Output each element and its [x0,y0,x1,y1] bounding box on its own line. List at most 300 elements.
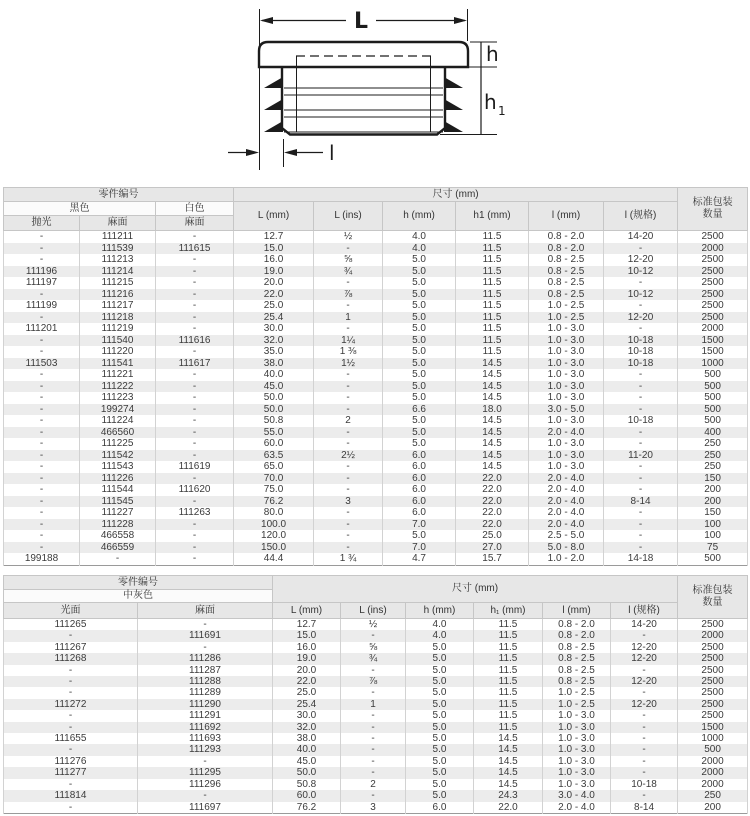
table-cell: 50.0 [234,392,314,404]
table-row [4,630,748,641]
table-cell: - [341,733,406,744]
table-cell: 55.0 [234,427,314,439]
table-cell: 5.0 [406,676,474,687]
table-cell: 2500 [678,642,748,653]
table-cell: - [611,687,678,698]
header-dimensions-group: 尺寸 (mm) [234,188,678,202]
table-cell: 5.0 [406,687,474,698]
table-cell: 38.0 [273,733,341,744]
table-cell: 65.0 [234,461,314,473]
table-cell: 150 [678,507,748,519]
table-cell: 15.0 [273,630,341,641]
table-cell: 5.0 [383,289,456,301]
table-cell: 4.0 [383,231,456,243]
table-cell: - [604,438,678,450]
table-cell: - [156,266,234,278]
header-standard-pack-qty [678,188,748,231]
table-cell: 250 [678,438,748,450]
table-row [4,289,748,301]
table-cell: - [156,231,234,243]
dim-label-l: l [329,141,335,165]
table-cell: 0.8 - 2.5 [529,254,604,266]
table-cell: - [138,619,273,631]
table-cell: ⅝ [314,254,383,266]
header-col-h1-mm: h1 (mm) [456,202,529,231]
table-cell: 15.7 [456,553,529,565]
table-cell: 11.5 [474,699,543,710]
parts-table-black-white [3,187,748,566]
table-cell: - [341,744,406,755]
table-cell: - [4,392,80,404]
table-cell: 111222 [80,381,156,393]
table-cell: 466560 [80,427,156,439]
table-cell: 1.0 - 3.0 [529,358,604,370]
table-cell: 1½ [314,358,383,370]
table-cell: 500 [678,392,748,404]
table-cell: - [604,473,678,485]
table-row [4,450,748,462]
table-cell: - [156,519,234,531]
table-cell: - [156,300,234,312]
table-cell: ½ [341,619,406,631]
table-cell: 250 [678,461,748,473]
table-cell: - [156,450,234,462]
table-cell: 111215 [80,277,156,289]
table-cell: 1.0 - 3.0 [529,323,604,335]
table-cell: - [156,369,234,381]
header-col-h1-mm: h₁ (mm) [474,603,543,619]
table-cell: 2.0 - 4.0 [529,473,604,485]
table-cell: 111293 [138,744,273,755]
table-cell: 111540 [80,335,156,347]
table-cell: 76.2 [273,802,341,814]
table-row [4,243,748,255]
table-cell: 111211 [80,231,156,243]
insert-cap-outline [259,42,468,67]
table-cell: - [138,756,273,767]
table-cell: 200 [678,496,748,508]
table-cell: 1¼ [314,335,383,347]
table-cell: 111697 [138,802,273,814]
table-cell: 200 [678,802,748,814]
table-cell: 1.0 - 2.5 [529,300,604,312]
table-cell: 2500 [678,312,748,324]
table-cell: 111288 [138,676,273,687]
table-cell: - [156,289,234,301]
table-cell: - [611,733,678,744]
table-row [4,733,748,744]
table-cell: 5.0 [383,381,456,393]
table-cell: 6.0 [406,802,474,814]
table-cell: 14.5 [474,756,543,767]
table-cell: 111296 [138,779,273,790]
table-cell: 2000 [678,779,748,790]
table-cell: 2.5 - 5.0 [529,530,604,542]
table-cell: - [314,381,383,393]
table-cell: 0.8 - 2.5 [543,653,611,664]
table-cell: 7.0 [383,542,456,554]
table-cell: 5.0 [383,438,456,450]
table-cell: - [4,415,80,427]
table-cell: 200 [678,484,748,496]
table-cell: 5.0 [406,665,474,676]
table-cell: 500 [678,744,748,755]
arrow-left-icon [260,17,273,24]
table-cell: 11.5 [474,687,543,698]
table-cell: 1.0 - 3.0 [543,744,611,755]
table-cell: 11.5 [456,243,529,255]
table-cell: 111213 [80,254,156,266]
table-cell: ⅞ [341,676,406,687]
table-cell: - [156,496,234,508]
table-cell: 100.0 [234,519,314,531]
table-cell: - [156,415,234,427]
qty-header-line2: 数量 [702,209,723,220]
table-cell: - [4,665,138,676]
table-row [4,653,748,664]
table-cell: 111287 [138,665,273,676]
table-cell: 1500 [678,346,748,358]
table-cell: - [156,323,234,335]
parts-table-mid-gray [3,575,748,814]
table-row [4,323,748,335]
table-cell: 25.0 [234,300,314,312]
table-cell: 111227 [80,507,156,519]
table-cell: - [4,243,80,255]
table-cell: 5.0 [383,335,456,347]
table-cell: 111617 [156,358,234,370]
table-cell: 199274 [80,404,156,416]
table-cell: 11.5 [456,266,529,278]
table-cell: 2000 [678,767,748,778]
table-cell: 11.5 [474,676,543,687]
table-cell: - [604,542,678,554]
table-cell: 2500 [678,699,748,710]
table-cell: 20.0 [273,665,341,676]
table-cell: - [4,630,138,641]
table-cell: 5.0 [383,392,456,404]
table-cell: - [611,767,678,778]
header-dimensions-group: 尺寸 (mm) [273,576,678,603]
table-cell: 11.5 [474,630,543,641]
table-cell: 11.5 [456,289,529,301]
header-black-group: 黑色 [4,202,156,216]
table-cell: 5.0 [383,266,456,278]
header-standard-pack-qty [678,576,748,619]
table-cell: - [156,404,234,416]
table-cell: 250 [678,450,748,462]
table-cell: - [314,277,383,289]
table-cell: 111220 [80,346,156,358]
table-row [4,392,748,404]
table-cell: - [4,519,80,531]
arrow-right-icon [454,17,467,24]
table-cell: 22.0 [474,802,543,814]
table-cell: 11.5 [456,254,529,266]
table-cell: 2500 [678,676,748,687]
table-cell: 1.0 - 3.0 [543,767,611,778]
table-cell: 12-20 [604,254,678,266]
table-cell: 111543 [80,461,156,473]
table-cell: - [4,744,138,755]
table-row [4,300,748,312]
arrow-right-icon [246,149,259,156]
table-cell: 11.5 [456,300,529,312]
table-cell: - [314,392,383,404]
qty-header-line1: 标准包装 [692,585,733,596]
table-cell: 1.0 - 3.0 [529,438,604,450]
table-cell: 111216 [80,289,156,301]
table-cell: 111655 [4,733,138,744]
table-cell: 19.0 [273,653,341,664]
qty-header-line2: 数量 [702,597,723,608]
table-cell: - [156,530,234,542]
table-cell: - [4,404,80,416]
table-cell: 11.5 [474,619,543,631]
table-cell: - [138,642,273,653]
table-cell: 2 [314,415,383,427]
table-cell: - [604,392,678,404]
table-cell: 500 [678,404,748,416]
table-cell: - [604,530,678,542]
table-cell: - [4,461,80,473]
table-cell: 2500 [678,619,748,631]
table-cell: - [341,630,406,641]
dimension-L [260,9,467,34]
table-row [4,619,748,631]
table-cell: 2500 [678,665,748,676]
table-cell: - [4,722,138,733]
table-cell: 500 [678,553,748,565]
table-cell: 40.0 [234,369,314,381]
table-cell: 11-20 [604,450,678,462]
table-cell: 0.8 - 2.0 [543,619,611,631]
table-cell: - [314,243,383,255]
table-cell: - [604,323,678,335]
table-cell: 22.0 [456,473,529,485]
table-cell: 14.5 [456,369,529,381]
table-cell: 150.0 [234,542,314,554]
table-cell: 18.0 [456,404,529,416]
table-cell: 22.0 [456,496,529,508]
header-col-h-mm: h (mm) [406,603,474,619]
table-cell: 111217 [80,300,156,312]
table-cell: 5.0 [383,300,456,312]
table-cell: 2000 [678,243,748,255]
header-col-l-mm: l (mm) [529,202,604,231]
table-cell: 2.0 - 4.0 [529,507,604,519]
table-cell: - [604,507,678,519]
table-cell: 25.0 [456,530,529,542]
table-cell: 75.0 [234,484,314,496]
table-cell: 10-18 [604,415,678,427]
table-cell: - [156,346,234,358]
table-cell: 0.8 - 2.5 [543,676,611,687]
table-row [4,369,748,381]
table-cell: 60.0 [234,438,314,450]
header-col-matte: 麻面 [138,603,273,619]
table-cell: 5.0 [406,653,474,664]
table-cell: 11.5 [474,665,543,676]
table-cell: 14.5 [474,779,543,790]
table-body [4,231,748,566]
table-cell: 5.0 [406,756,474,767]
table-cell: 111228 [80,519,156,531]
table-cell: - [604,404,678,416]
dim-label-h1-subscript: 1 [498,104,506,118]
table-cell: 2500 [678,710,748,721]
table-cell: - [4,450,80,462]
table-row [4,665,748,676]
header-col-smooth: 光面 [4,603,138,619]
table-cell: 12-20 [611,653,678,664]
table-cell: ⅝ [341,642,406,653]
table-cell: 0.8 - 2.5 [529,289,604,301]
table-cell: 111223 [80,392,156,404]
table-cell: 10-12 [604,289,678,301]
table-cell: 2500 [678,300,748,312]
table-row [4,710,748,721]
table-cell: 0.8 - 2.5 [529,266,604,278]
table-cell: 111267 [4,642,138,653]
table-cell: 30.0 [234,323,314,335]
table-cell: 14-20 [611,619,678,631]
table-row [4,722,748,733]
table-cell: - [4,335,80,347]
table-cell: 0.8 - 2.0 [529,243,604,255]
table-cell: - [341,665,406,676]
table-cell: 80.0 [234,507,314,519]
table-cell: 10-18 [604,346,678,358]
table-cell: 44.4 [234,553,314,565]
table-cell: 76.2 [234,496,314,508]
table-cell: 20.0 [234,277,314,289]
table-cell: - [611,710,678,721]
table-cell: 0.8 - 2.5 [529,277,604,289]
table-cell: 11.5 [474,710,543,721]
table-cell: 100 [678,530,748,542]
table-cell: - [156,392,234,404]
table-cell: 27.0 [456,542,529,554]
table-cell: - [4,381,80,393]
table-cell: 111219 [80,323,156,335]
table-cell: ½ [314,231,383,243]
table-cell: 22.0 [456,484,529,496]
table-cell: 14.5 [474,767,543,778]
table-cell: - [4,369,80,381]
table-cell: 10-18 [611,779,678,790]
table-cell: - [4,484,80,496]
table-cell: 111226 [80,473,156,485]
table-cell: 111263 [156,507,234,519]
table-cell: - [604,300,678,312]
table-cell: - [4,687,138,698]
table-cell: 111214 [80,266,156,278]
table-cell: - [341,687,406,698]
table-cell: 2.0 - 4.0 [529,484,604,496]
table-cell: 111542 [80,450,156,462]
table-cell: - [4,473,80,485]
table-cell: 1 [314,312,383,324]
table-row [4,687,748,698]
table-cell: 11.5 [474,653,543,664]
table-row [4,507,748,519]
table-cell: 4.0 [406,630,474,641]
header-col-L-ins: L (ins) [341,603,406,619]
table-cell: - [156,438,234,450]
table-cell: 5.0 [406,790,474,801]
table-row [4,484,748,496]
table-cell: 10-12 [604,266,678,278]
table-cell: 5.0 [406,699,474,710]
table-cell: 19.0 [234,266,314,278]
table-cell: - [341,767,406,778]
table-cell: 111276 [4,756,138,767]
table-cell: 1500 [678,335,748,347]
table-cell: 0.8 - 2.5 [543,642,611,653]
table-cell: 11.5 [456,323,529,335]
table-cell: - [314,404,383,416]
table-cell: 11.5 [456,231,529,243]
header-col-L-mm: L (mm) [234,202,314,231]
table-row [4,519,748,531]
table-cell: 5.0 [406,722,474,733]
dimension-l [228,141,335,165]
header-col-h-mm: h (mm) [383,202,456,231]
table-cell: 1.0 - 3.0 [529,335,604,347]
table-cell: 35.0 [234,346,314,358]
table-cell: 1.0 - 3.0 [529,415,604,427]
table-cell: 250 [678,790,748,801]
table-cell: 1000 [678,733,748,744]
table-cell: 32.0 [273,722,341,733]
table-cell: 1.0 - 2.0 [529,553,604,565]
table-cell: 111218 [80,312,156,324]
table-cell: 111289 [138,687,273,698]
table-cell: 6.0 [383,461,456,473]
table-cell: 5.0 [406,733,474,744]
table-cell: - [4,254,80,266]
table-cell: 111225 [80,438,156,450]
table-cell: 1.0 - 2.5 [543,687,611,698]
table-row [4,496,748,508]
table-cell: - [604,484,678,496]
table-cell: 14.5 [456,461,529,473]
table-cell: - [4,710,138,721]
table-cell: - [611,630,678,641]
table-cell: 5.0 [383,358,456,370]
table-cell: 2500 [678,687,748,698]
table-cell: 1.0 - 3.0 [543,733,611,744]
table-cell: 8-14 [611,802,678,814]
table-row [4,346,748,358]
table-cell: - [156,254,234,266]
table-cell: 22.0 [273,676,341,687]
table-cell: - [4,438,80,450]
table-cell: 5.0 [383,346,456,358]
header-part-number-group: 零件编号 [4,188,234,202]
table-row [4,802,748,814]
table-cell: 12-20 [604,312,678,324]
table-cell: ¾ [314,266,383,278]
table-cell: 5.0 [383,277,456,289]
technical-drawing [0,0,750,186]
table-cell: 5.0 - 8.0 [529,542,604,554]
table-cell: 1 ¾ [314,553,383,565]
table-cell: 111545 [80,496,156,508]
table-cell: 111201 [4,323,80,335]
table-row [4,744,748,755]
